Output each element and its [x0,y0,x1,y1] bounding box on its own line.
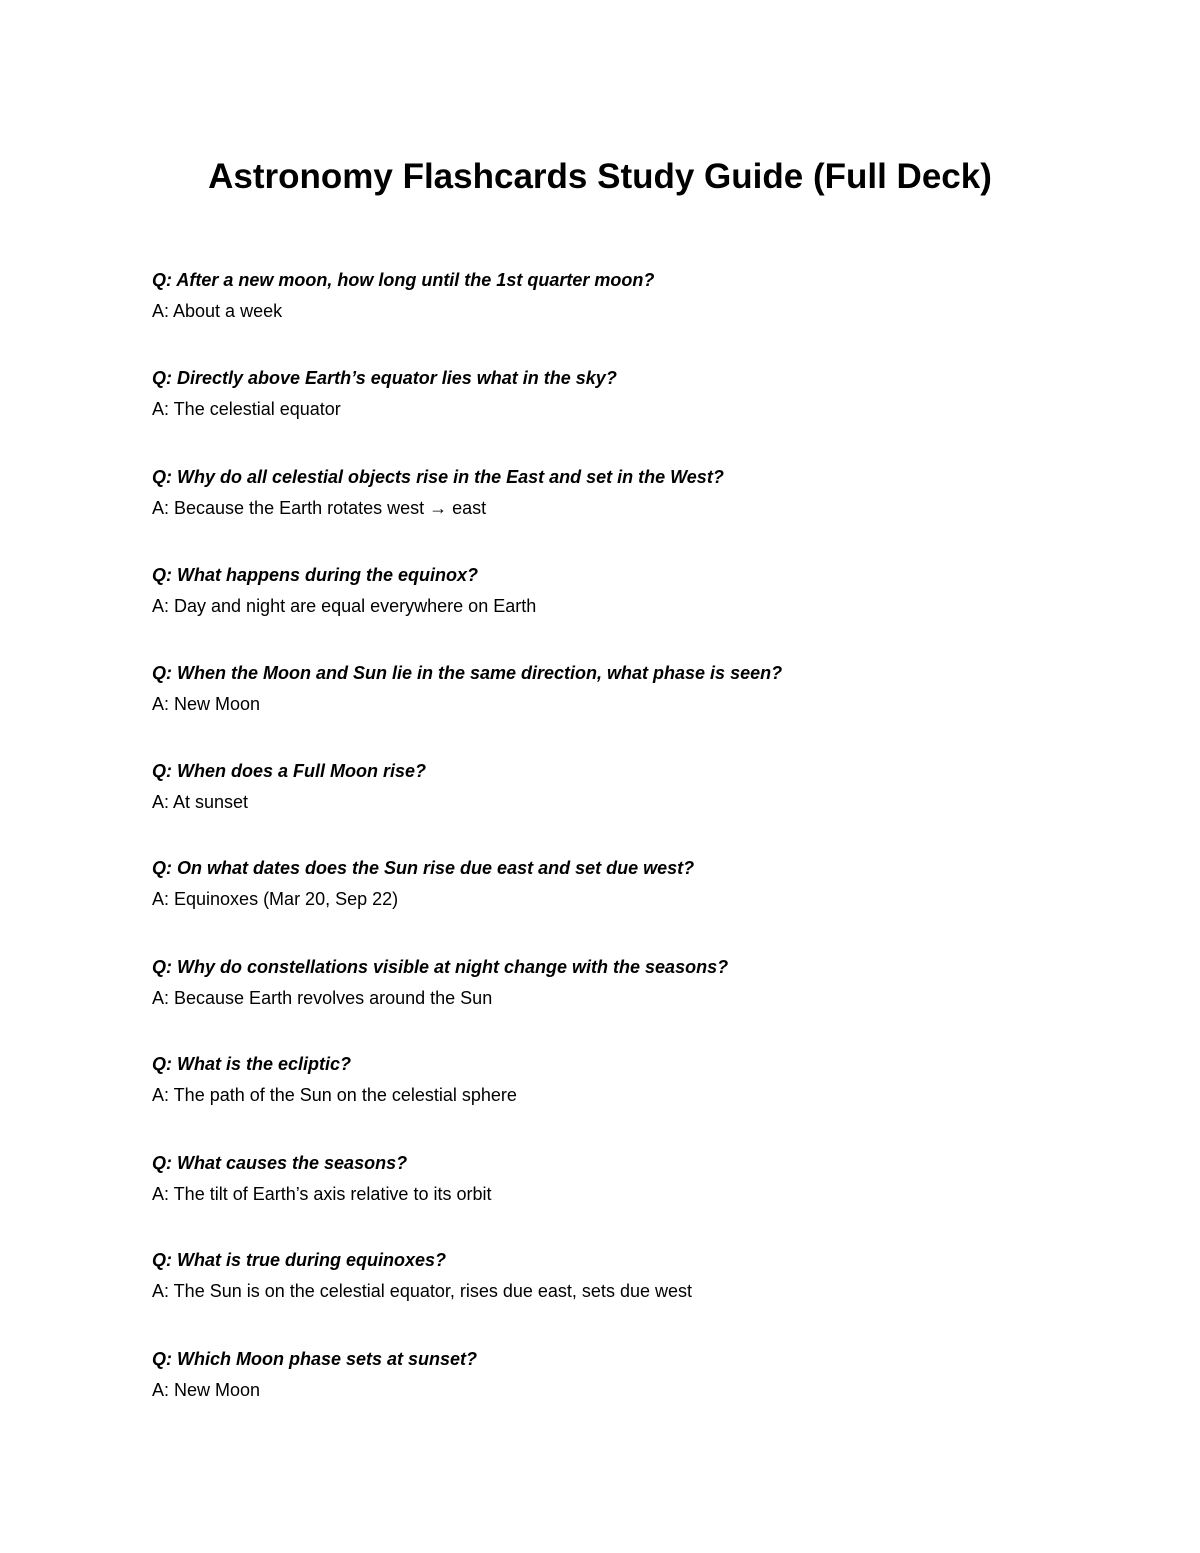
flashcard-answer: A: The celestial equator [152,399,341,419]
flashcard [152,1152,1052,1205]
flashcard-answer: A: About a week [152,301,283,321]
flashcard-question: Q: Which Moon phase sets at sunset? [152,1349,478,1369]
page-title: Astronomy Flashcards Study Guide (Full Deck) [208,157,992,196]
flashcard [152,1348,1052,1401]
flashcard-answer: A: The path of the Sun on the celestial sphere [152,1085,517,1105]
flashcard [152,956,1052,1009]
flashcard [152,466,1052,519]
flashcard [152,269,1052,322]
flashcard-answer: A: Because the Earth rotates west → east [152,498,487,518]
flashcard-question: Q: When the Moon and Sun lie in the same direction, what phase is seen? [152,663,783,683]
flashcard [152,857,1052,910]
flashcard-answer: A: Because Earth revolves around the Sun [152,988,493,1008]
flashcard-question: Q: What is the ecliptic? [152,1054,352,1074]
flashcard-question: Q: What causes the seasons? [152,1153,408,1173]
flashcard [152,1249,1052,1302]
flashcard [152,662,1052,715]
flashcard-question: Q: On what dates does the Sun rise due east and set due west? [152,858,695,878]
flashcard-question: Q: What is true during equinoxes? [152,1250,447,1270]
flashcard-answer: A: The tilt of Earth’s axis relative to its orbit [152,1184,492,1204]
flashcard-question: Q: After a new moon, how long until the 1st quarter moon? [152,270,655,290]
flashcard [152,760,1052,813]
flashcard [152,564,1052,617]
flashcard-answer: A: New Moon [152,1380,261,1400]
flashcard-question: Q: What happens during the equinox? [152,565,478,585]
flashcard-answer: A: Day and night are equal everywhere on Earth [152,596,537,616]
flashcard-question: Q: When does a Full Moon rise? [152,761,427,781]
flashcard [152,367,1052,420]
flashcard-question: Q: Why do constellations visible at night change with the seasons? [152,957,729,977]
flashcard-answer: A: At sunset [152,792,249,812]
flashcard-answer: A: Equinoxes (Mar 20, Sep 22) [152,889,399,909]
flashcard-question: Q: Why do all celestial objects rise in the East and set in the West? [152,467,724,487]
flashcard-question: Q: Directly above Earth’s equator lies what in the sky? [152,368,617,388]
flashcard-answer: A: New Moon [152,694,261,714]
flashcard-answer: A: The Sun is on the celestial equator, rises due east, sets due west [152,1281,692,1301]
flashcard [152,1053,1052,1106]
